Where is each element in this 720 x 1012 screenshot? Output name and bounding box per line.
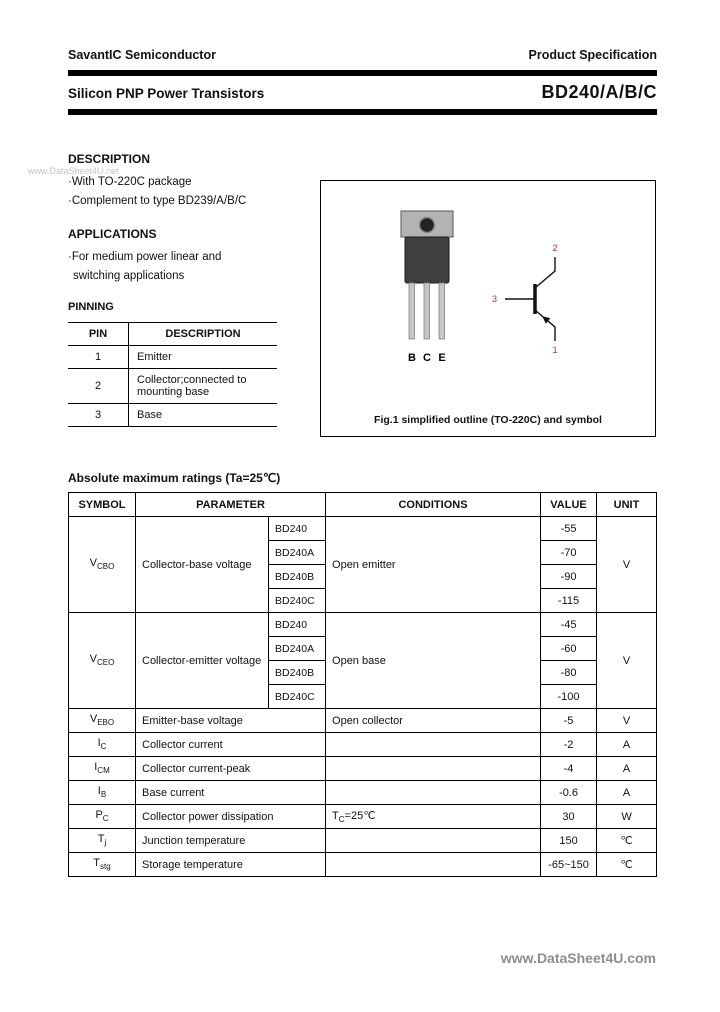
value-cell: -80 (541, 661, 597, 685)
param-cell: Collector current (136, 733, 326, 757)
header-cell-value: VALUE (541, 493, 597, 517)
footer-watermark: www.DataSheet4U.com (500, 950, 656, 966)
value-cell: 150 (541, 829, 597, 853)
title-row (68, 82, 657, 103)
transistor-symbol (492, 243, 558, 355)
symbol-cell: $P_C$ (69, 805, 136, 829)
pin-number-cell: 2 (68, 369, 129, 404)
ratings-row (69, 853, 657, 877)
type-cell: BD240A (269, 637, 326, 661)
unit-cell: V (597, 517, 657, 613)
figure-caption: Fig.1 simplified outline (TO-220C) and symbol (374, 414, 602, 426)
symbol-pin-emitter: 1 (552, 345, 558, 355)
figure-box (320, 180, 656, 437)
type-cell: BD240C (269, 589, 326, 613)
watermark-top: www.DataSheet4U.net (28, 166, 119, 176)
unit-cell: ℃ (597, 829, 657, 853)
param-cell: Collector current-peak (136, 757, 326, 781)
pinning-row (68, 369, 277, 404)
param-cell: Storage temperature (136, 853, 326, 877)
symbol-cell: $T_j$ (69, 829, 136, 853)
ratings-table (68, 492, 657, 877)
description-heading: DESCRIPTION (68, 152, 151, 166)
description-line: ·Complement to type BD239/A/B/C (68, 195, 247, 207)
doc-title: Silicon PNP Power Transistors (68, 86, 265, 101)
applications-section (68, 227, 221, 286)
symbol-cell: $V_{CEO}$ (69, 613, 136, 709)
symbol-cell: $I_{CM}$ (69, 757, 136, 781)
ratings-row (69, 733, 657, 757)
param-cell: Emitter-base voltage (136, 709, 326, 733)
value-cell: -115 (541, 589, 597, 613)
pinning-row (68, 346, 277, 369)
symbol-cell: $I_C$ (69, 733, 136, 757)
cond-cell: Open collector (326, 709, 541, 733)
pinning-heading: PINNING (68, 301, 114, 313)
header-rule (68, 70, 657, 76)
symbol-cell: $I_B$ (69, 781, 136, 805)
pinning-row (68, 404, 277, 427)
unit-cell: A (597, 781, 657, 805)
cond-cell (326, 733, 541, 757)
to220-package-drawing (401, 211, 453, 364)
ratings-header-row (69, 493, 657, 517)
ratings-row (69, 613, 657, 637)
symbol-cell: $T_{stg}$ (69, 853, 136, 877)
description-line: ·With TO-220C package (68, 176, 192, 188)
header-cell-conditions: CONDITIONS (326, 493, 541, 517)
type-cell: BD240B (269, 661, 326, 685)
company-name: SavantIC Semiconductor (68, 48, 216, 62)
value-cell: -4 (541, 757, 597, 781)
ratings-row (69, 757, 657, 781)
pinning-header-row (68, 323, 277, 346)
lead-label-b: B (408, 352, 416, 364)
applications-line: switching applications (73, 270, 185, 282)
pinning-section (68, 301, 277, 427)
value-cell: -60 (541, 637, 597, 661)
value-cell: -90 (541, 565, 597, 589)
cond-cell (326, 853, 541, 877)
cond-cell (326, 829, 541, 853)
pin-column-header: PIN (68, 323, 129, 346)
unit-cell: A (597, 757, 657, 781)
value-cell: -2 (541, 733, 597, 757)
cond-cell (326, 757, 541, 781)
unit-cell: V (597, 613, 657, 709)
pinning-table (68, 322, 277, 427)
package-and-symbol-drawing (321, 181, 654, 406)
pin-desc-cell: Base (129, 404, 278, 427)
type-cell: BD240 (269, 517, 326, 541)
pin-desc-cell: Emitter (129, 346, 278, 369)
param-cell: Collector-emitter voltage (136, 613, 269, 709)
header-cell-unit: UNIT (597, 493, 657, 517)
ratings-row (69, 829, 657, 853)
pin-number-cell: 3 (68, 404, 129, 427)
type-cell: BD240B (269, 565, 326, 589)
param-cell: Collector-base voltage (136, 517, 269, 613)
header-cell-parameter: PARAMETER (136, 493, 326, 517)
unit-cell: A (597, 733, 657, 757)
pin-desc-cell: Collector;connected to mounting base (129, 369, 278, 404)
value-cell: 30 (541, 805, 597, 829)
value-cell: -100 (541, 685, 597, 709)
applications-line: ·For medium power linear and (68, 251, 222, 263)
type-cell: BD240C (269, 685, 326, 709)
cond-cell (326, 781, 541, 805)
applications-heading: APPLICATIONS (68, 227, 157, 241)
symbol-pin-collector: 2 (552, 243, 558, 253)
header-row (68, 48, 657, 62)
param-cell: Collector power dissipation (136, 805, 326, 829)
unit-cell: V (597, 709, 657, 733)
pin-number-cell: 1 (68, 346, 129, 369)
value-cell: -70 (541, 541, 597, 565)
symbol-cell: $V_{CBO}$ (69, 517, 136, 613)
type-cell: BD240 (269, 613, 326, 637)
value-cell: -5 (541, 709, 597, 733)
lead-label-c: C (423, 352, 431, 364)
header-rule (68, 109, 657, 115)
spec-label: Product Specification (528, 48, 657, 62)
unit-cell: ℃ (597, 853, 657, 877)
ratings-row (69, 781, 657, 805)
lead-label-e: E (438, 352, 446, 364)
unit-cell: W (597, 805, 657, 829)
ratings-row (69, 805, 657, 829)
description-section (68, 152, 246, 211)
part-number: BD240/A/B/C (541, 82, 657, 102)
value-cell: -0.6 (541, 781, 597, 805)
value-cell: -55 (541, 517, 597, 541)
symbol-pin-base: 3 (491, 294, 497, 304)
description-column-header: DESCRIPTION (129, 323, 278, 346)
param-cell: Base current (136, 781, 326, 805)
cond-cell: Open emitter (326, 517, 541, 613)
ratings-row (69, 517, 657, 541)
ratings-heading: Absolute maximum ratings (Ta=25℃) (68, 471, 281, 485)
cond-cell: $T_C=25℃$ (326, 805, 541, 829)
param-cell: Junction temperature (136, 829, 326, 853)
value-cell: -45 (541, 613, 597, 637)
cond-cell: Open base (326, 613, 541, 709)
type-cell: BD240A (269, 541, 326, 565)
symbol-cell: $V_{EBO}$ (69, 709, 136, 733)
value-cell: -65~150 (541, 853, 597, 877)
header-cell-symbol: SYMBOL (69, 493, 136, 517)
ratings-row (69, 709, 657, 733)
